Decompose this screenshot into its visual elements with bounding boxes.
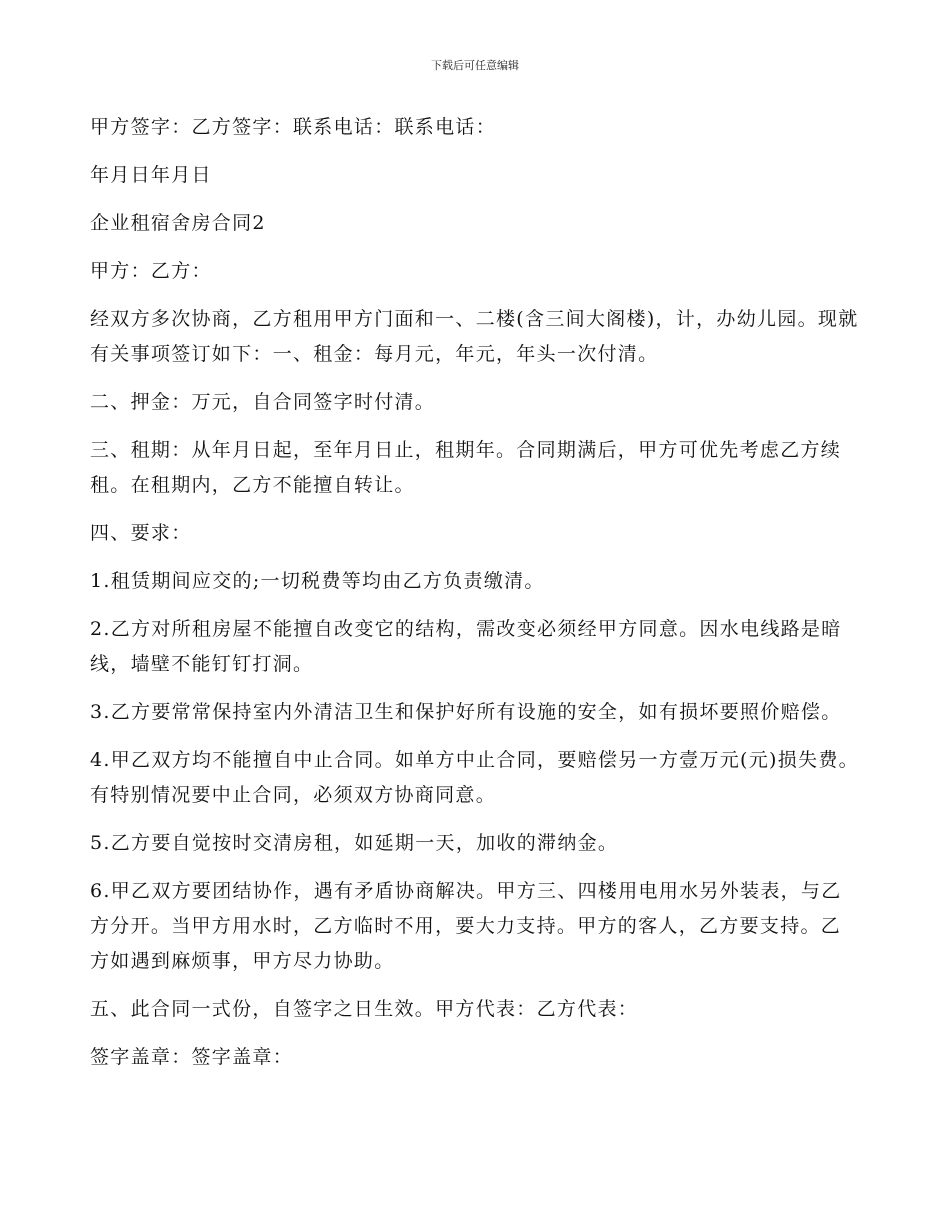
requirement-item-6: 6.甲乙双方要团结协作，遇有矛盾协商解决。甲方三、四楼用电用水另外装表，与乙方分开。当甲方用水时，乙方临时不用，要大力支持。甲方的客人，乙方要支持。乙方如遇到麻烦事，甲方尽力协助。: [90, 880, 842, 972]
requirement-item-5: 5.乙方要自觉按时交清房租，如延期一天，加收的滞纳金。: [90, 832, 619, 854]
page-header: 下载后可任意编辑: [431, 59, 519, 72]
intro-paragraph: 经双方多次协商，乙方租用甲方门面和一、二楼(含三间大阁楼)，计，办幼儿园。现就有关事项签订如下：一、租金：每月元，年元，年头一次付清。: [90, 308, 859, 365]
requirement-item-1: 1.租赁期间应交的;一切税费等均由乙方负责缴清。: [90, 570, 545, 592]
contract-title: 企业租宿舍房合同2: [90, 212, 266, 234]
document-body: [90, 110, 860, 1088]
signature-line: 甲方签字：乙方签字：联系电话：联系电话：: [90, 116, 497, 138]
requirement-item-4: 4.甲乙双方均不能擅自中止合同。如单方中止合同，要赔偿另一方壹万元(元)损失费。有特别情况要中止合同，必须双方协商同意。: [90, 749, 859, 806]
deposit-clause: 二、押金：万元，自合同签字时付清。: [90, 391, 436, 413]
requirement-item-2: 2.乙方对所租房屋不能擅自改变它的结构，需改变必须经甲方同意。因水电线路是暗线，墙壁不能钉钉打洞。: [90, 618, 842, 675]
effective-clause: 五、此合同一式份，自签字之日生效。甲方代表：乙方代表：: [90, 998, 639, 1020]
date-line: 年月日年月日: [90, 164, 212, 186]
requirements-heading: 四、要求：: [90, 522, 192, 544]
requirement-item-3: 3.乙方要常常保持室内外清洁卫生和保护好所有设施的安全，如有损坏要照价赔偿。: [90, 701, 842, 723]
term-clause: 三、租期：从年月日起，至年月日止，租期年。合同期满后，甲方可优先考虑乙方续租。在租期内，乙方不能擅自转让。: [90, 439, 842, 496]
seal-line: 签字盖章：签字盖章：: [90, 1046, 294, 1068]
parties-line: 甲方：乙方：: [90, 260, 212, 282]
